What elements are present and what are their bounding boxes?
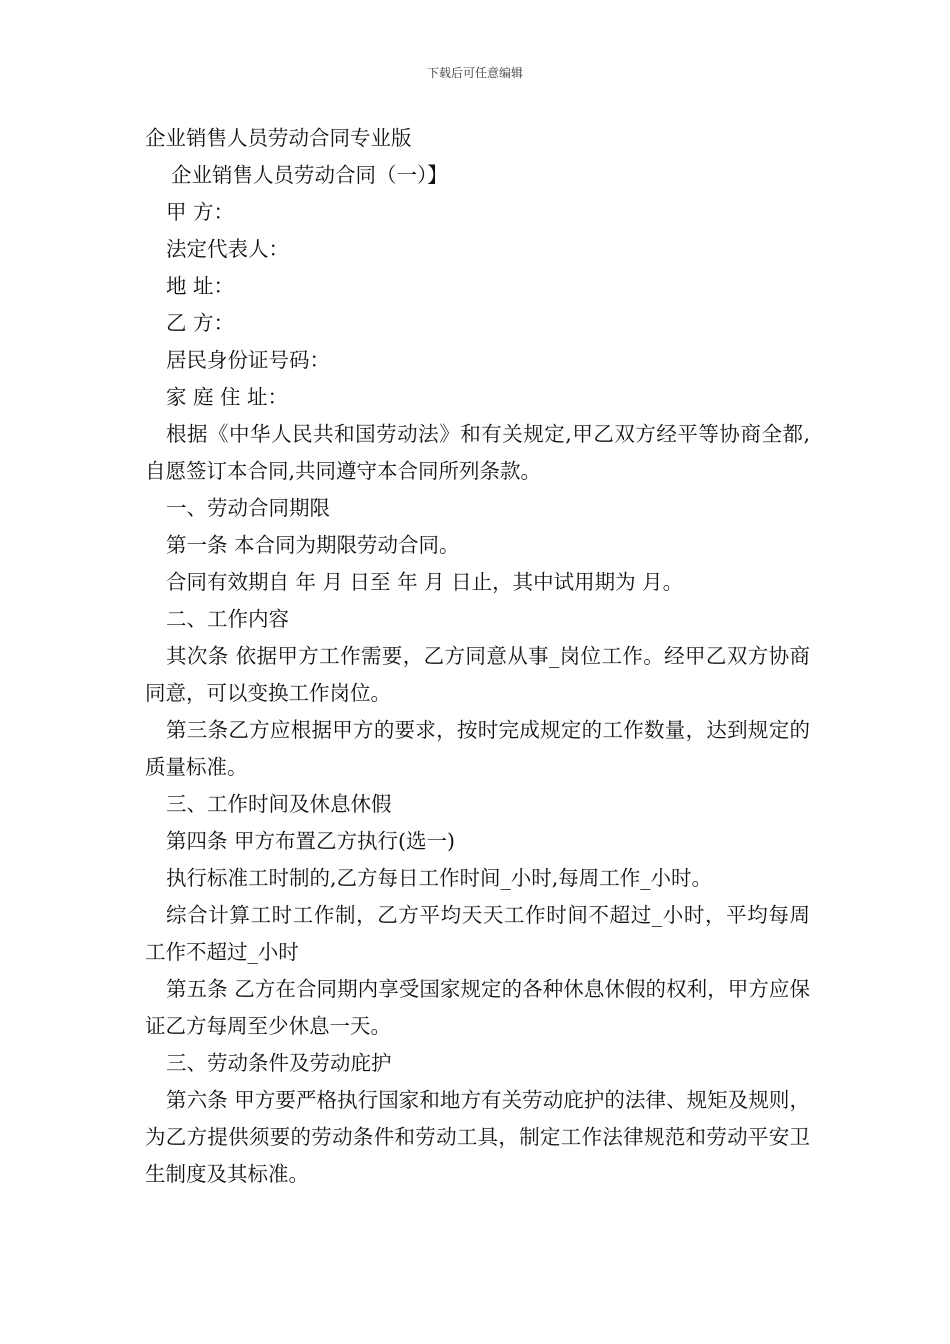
page-header: 下载后可任意编辑	[426, 66, 523, 80]
section-heading-labor-conditions: 三、劳动条件及劳动庇护	[166, 1051, 392, 1075]
article-6: 第六条 甲方要严格执行国家和地方有关劳动庇护的法律、规矩及规则，为乙方提供须要的劳动条件和劳动工具，制定工作法律规范和劳动平安卫生制度及其标准。	[145, 1088, 810, 1186]
article-5: 第五条 乙方在合同期内享受国家规定的各种休息休假的权利，甲方应保证乙方每周至少休息一天。	[145, 977, 810, 1038]
section-heading-work-hours: 三、工作时间及休息休假	[166, 792, 392, 816]
section-heading-work-content: 二、工作内容	[166, 607, 289, 631]
field-id-number: 居民身份证号码：	[166, 348, 330, 372]
article-4-option-2: 综合计算工时工作制，乙方平均天天工作时间不超过_小时，平均每周工作不超过_小时	[145, 903, 810, 964]
field-legal-representative: 法定代表人：	[166, 237, 289, 261]
document-title: 企业销售人员劳动合同专业版	[145, 126, 412, 150]
article-2: 其次条 依据甲方工作需要，乙方同意从事_岗位工作。经甲乙双方协商同意，可以变换工作岗位。	[145, 644, 810, 705]
field-home-address: 家 庭 住 址：	[166, 385, 289, 409]
intro-paragraph: 根据《中华人民共和国劳动法》和有关规定,甲乙双方经平等协商全都,自愿签订本合同,共同遵守本合同所列条款。	[145, 422, 810, 483]
article-3: 第三条乙方应根据甲方的要求，按时完成规定的工作数量，达到规定的质量标准。	[145, 718, 810, 779]
article-4: 第四条 甲方布置乙方执行(选一)	[166, 829, 456, 853]
field-party-b: 乙 方：	[166, 311, 235, 335]
document-body	[145, 120, 810, 1193]
article-1: 第一条 本合同为期限劳动合同。	[166, 533, 460, 557]
document-subtitle: 企业销售人员劳动合同（一）】	[171, 163, 448, 187]
section-heading-term: 一、劳动合同期限	[166, 496, 330, 520]
field-address: 地 址：	[166, 274, 235, 298]
article-1-term: 合同有效期自 年 月 日至 年 月 日止，其中试用期为 月。	[166, 570, 684, 594]
field-party-a: 甲 方：	[166, 200, 235, 224]
article-4-option-1: 执行标准工时制的,乙方每日工作时间_小时,每周工作_小时。	[166, 866, 713, 890]
